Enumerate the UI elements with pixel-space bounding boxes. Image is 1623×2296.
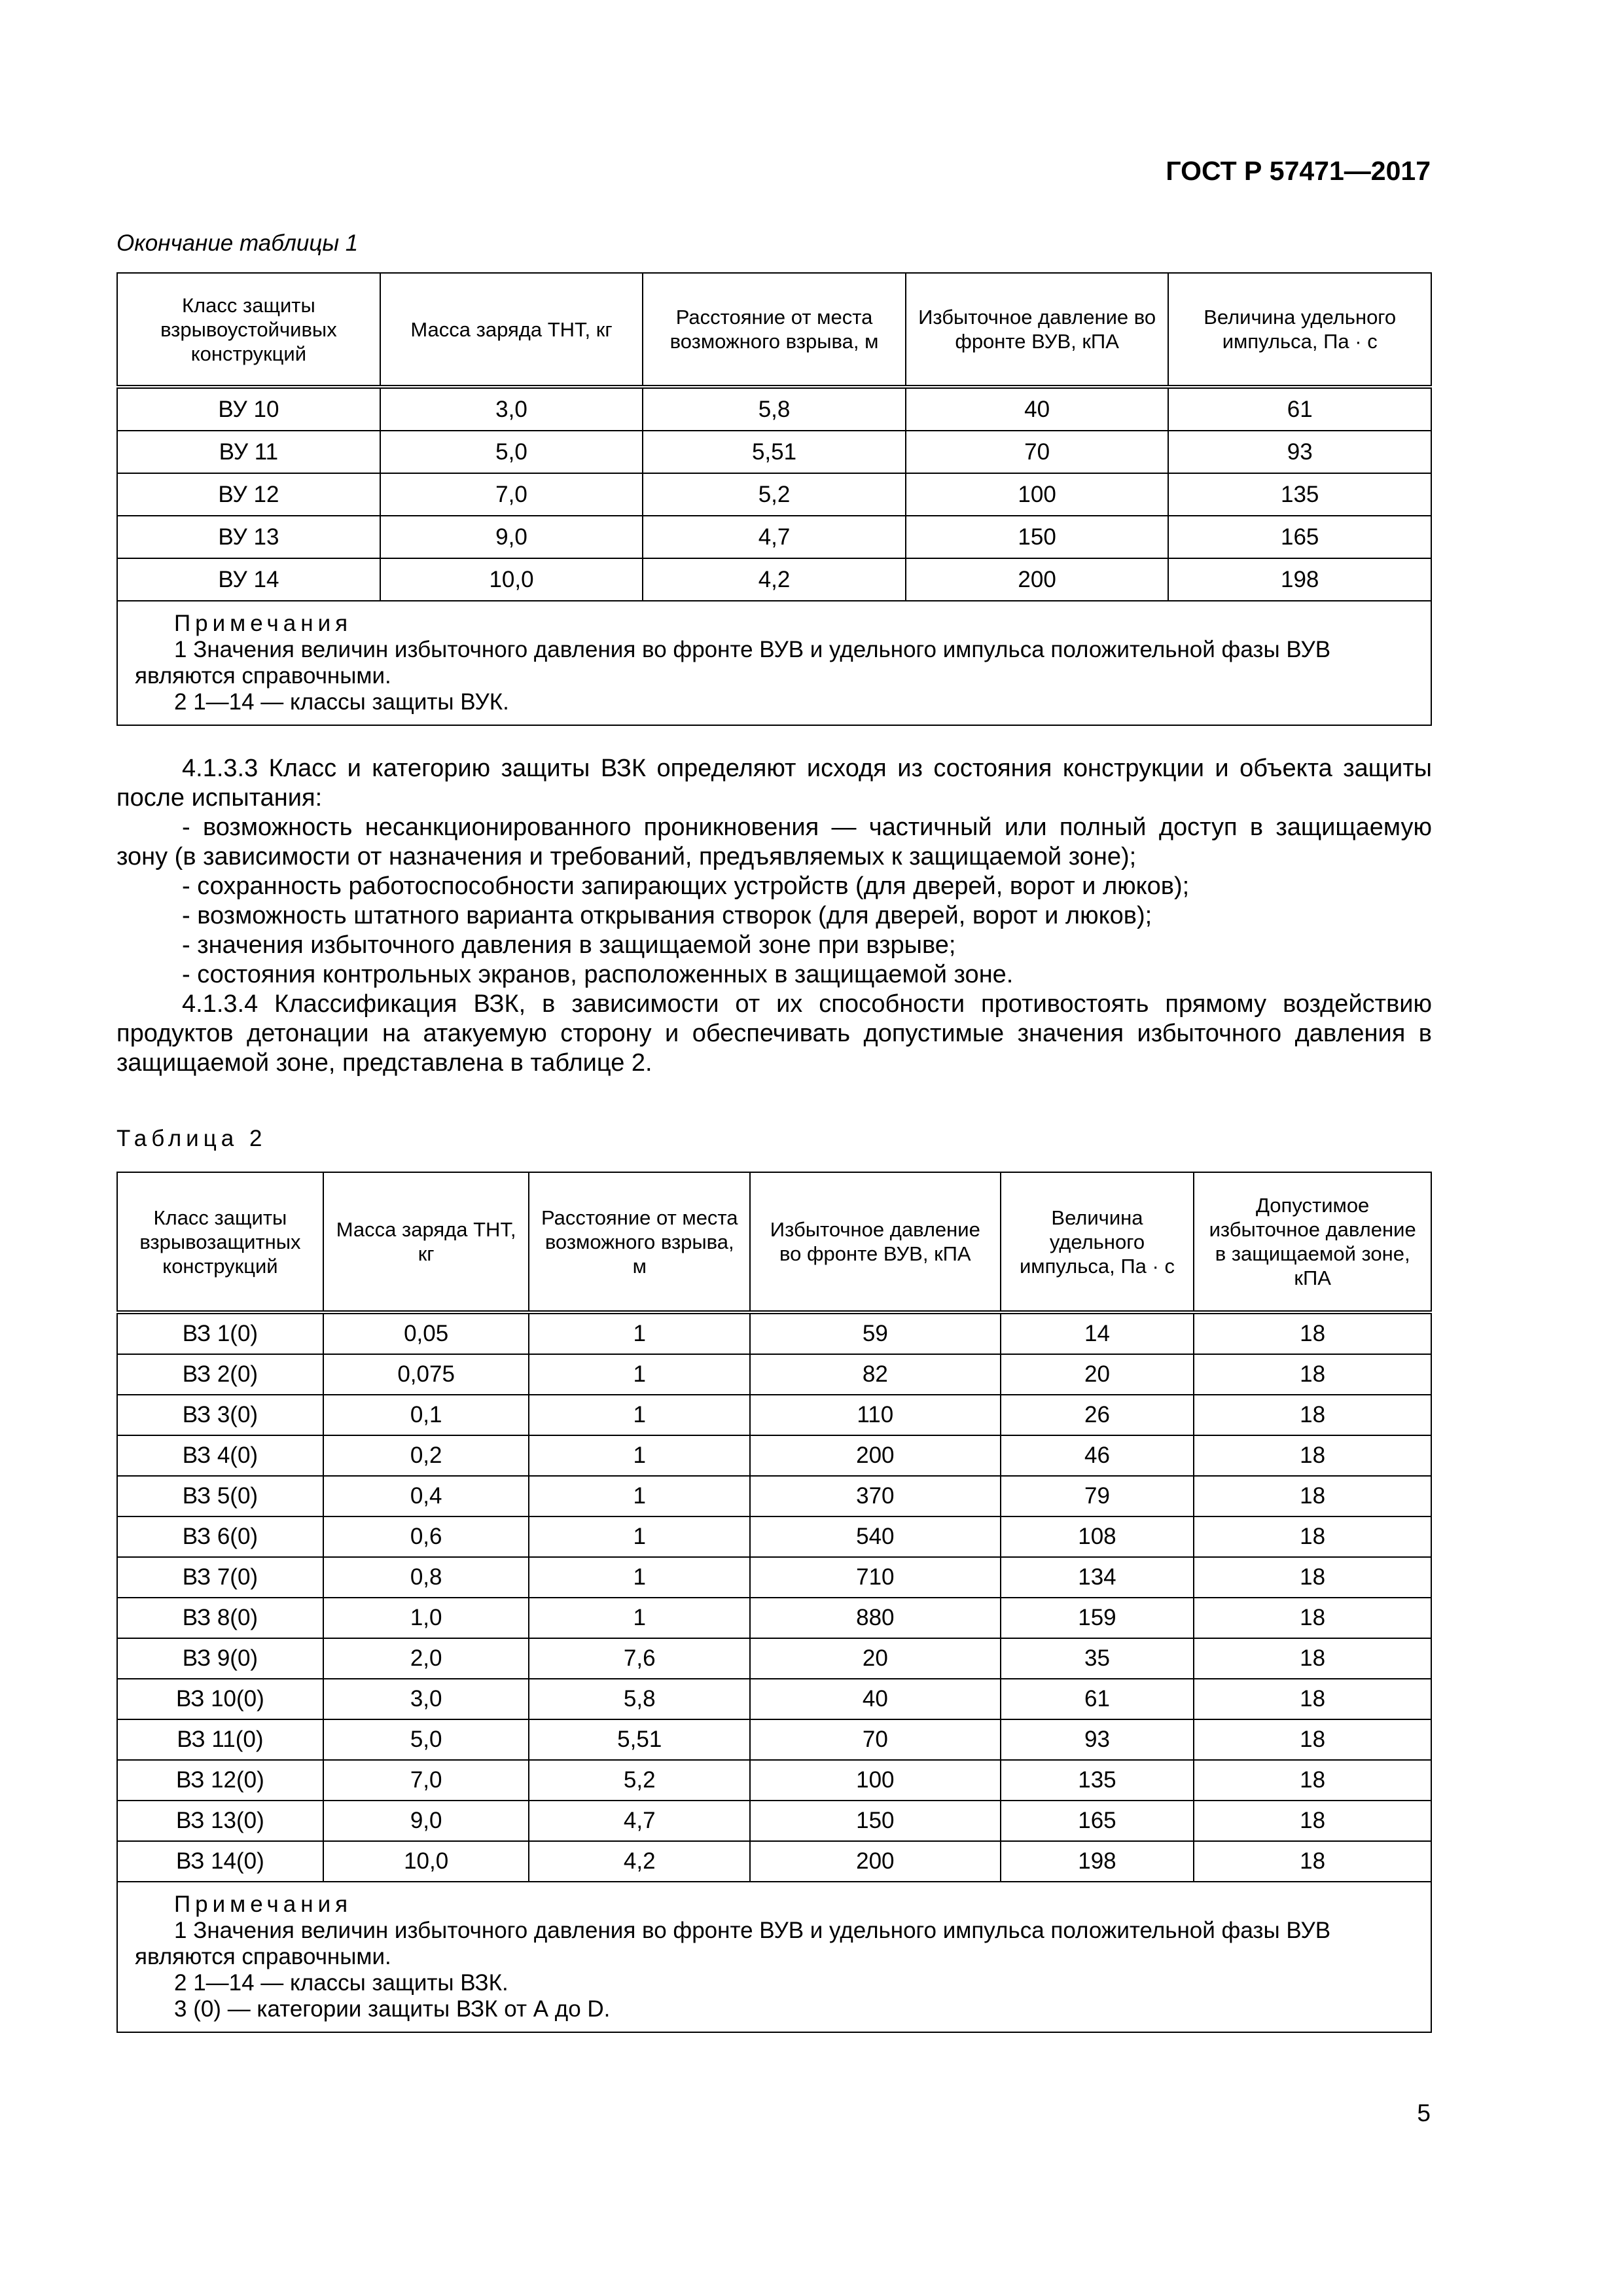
table-cell: 61 bbox=[1001, 1679, 1194, 1719]
table-cell: 0,4 bbox=[323, 1476, 529, 1516]
notes-title: Примечания bbox=[174, 1892, 353, 1917]
table2-col-allowed-pressure: Допустимое избыточное давление в защищаемой зоне, кПА bbox=[1194, 1172, 1431, 1312]
table-cell: 82 bbox=[750, 1354, 1001, 1395]
table-cell: 7,0 bbox=[380, 473, 643, 516]
table-row bbox=[117, 1679, 1431, 1719]
table-cell: 1 bbox=[529, 1516, 750, 1557]
table-cell: 4,7 bbox=[643, 516, 906, 558]
table-row bbox=[117, 558, 1431, 601]
table-cell: 370 bbox=[750, 1476, 1001, 1516]
table2-col-pressure: Избыточное давление во фронте ВУВ, кПА bbox=[750, 1172, 1001, 1312]
table1-body bbox=[117, 387, 1431, 725]
document-id: ГОСТ Р 57471—2017 bbox=[1166, 156, 1431, 186]
page-number: 5 bbox=[1417, 2100, 1431, 2126]
table-cell: 18 bbox=[1194, 1516, 1431, 1557]
table-cell: 5,0 bbox=[323, 1719, 529, 1760]
table-cell: ВЗ 10(0) bbox=[117, 1679, 323, 1719]
table-cell: 46 bbox=[1001, 1435, 1194, 1476]
table-cell: ВЗ 14(0) bbox=[117, 1841, 323, 1882]
table-cell: 5,8 bbox=[529, 1679, 750, 1719]
table-cell: 165 bbox=[1001, 1801, 1194, 1841]
table-cell: 35 bbox=[1001, 1638, 1194, 1679]
table1-col-impulse: Величина удельного импульса, Па · с bbox=[1168, 273, 1431, 387]
table-row bbox=[117, 1354, 1431, 1395]
notes-title: Примечания bbox=[174, 611, 353, 636]
table-cell: 200 bbox=[906, 558, 1169, 601]
table-cell: 100 bbox=[906, 473, 1169, 516]
table-cell: ВЗ 8(0) bbox=[117, 1598, 323, 1638]
table-cell: 9,0 bbox=[323, 1801, 529, 1841]
table-cell: 20 bbox=[750, 1638, 1001, 1679]
table-cell: 18 bbox=[1194, 1598, 1431, 1638]
table-row bbox=[117, 1435, 1431, 1476]
table2-caption: Таблица 2 bbox=[116, 1126, 267, 1151]
table-cell: 40 bbox=[750, 1679, 1001, 1719]
table2-col-mass: Масса заряда ТНТ, кг bbox=[323, 1172, 529, 1312]
table-cell: 18 bbox=[1194, 1476, 1431, 1516]
table-cell: 18 bbox=[1194, 1312, 1431, 1354]
table-cell: 7,0 bbox=[323, 1760, 529, 1801]
table-row bbox=[117, 1395, 1431, 1435]
table-cell: ВУ 14 bbox=[117, 558, 380, 601]
table-cell: 165 bbox=[1168, 516, 1431, 558]
table-cell: 18 bbox=[1194, 1557, 1431, 1598]
table-cell: 135 bbox=[1168, 473, 1431, 516]
table-cell: 110 bbox=[750, 1395, 1001, 1435]
table-row bbox=[117, 1719, 1431, 1760]
table-cell: 18 bbox=[1194, 1395, 1431, 1435]
table-row bbox=[117, 1801, 1431, 1841]
table-cell: 1 bbox=[529, 1598, 750, 1638]
table-cell: ВУ 12 bbox=[117, 473, 380, 516]
table-row bbox=[117, 387, 1431, 431]
table-cell: 18 bbox=[1194, 1719, 1431, 1760]
table-row bbox=[117, 1841, 1431, 1882]
table-cell: ВЗ 12(0) bbox=[117, 1760, 323, 1801]
table-cell: 4,2 bbox=[529, 1841, 750, 1882]
table-cell: 5,8 bbox=[643, 387, 906, 431]
body-text bbox=[116, 754, 1432, 1078]
table-cell: 540 bbox=[750, 1516, 1001, 1557]
table-cell: 108 bbox=[1001, 1516, 1194, 1557]
table-cell: ВЗ 4(0) bbox=[117, 1435, 323, 1476]
table-cell: 880 bbox=[750, 1598, 1001, 1638]
table2-header bbox=[117, 1172, 1431, 1312]
table-cell: ВУ 11 bbox=[117, 431, 380, 473]
table-cell: ВЗ 1(0) bbox=[117, 1312, 323, 1354]
table1-caption: Окончание таблицы 1 bbox=[116, 230, 359, 256]
table-cell: ВЗ 3(0) bbox=[117, 1395, 323, 1435]
table-cell: 4,2 bbox=[643, 558, 906, 601]
table-cell: 0,075 bbox=[323, 1354, 529, 1395]
table-row bbox=[117, 1516, 1431, 1557]
table-cell: 0,05 bbox=[323, 1312, 529, 1354]
table1-notes-row bbox=[117, 601, 1431, 725]
table-cell: 1 bbox=[529, 1354, 750, 1395]
table-cell: 2,0 bbox=[323, 1638, 529, 1679]
table-cell: 1 bbox=[529, 1435, 750, 1476]
paragraph-4-1-3-3: 4.1.3.3 Класс и категорию защиты ВЗК определяют исходя из состояния конструкции и объекта защиты после испытания: bbox=[116, 755, 1432, 812]
table-cell: ВЗ 9(0) bbox=[117, 1638, 323, 1679]
table-cell: 1,0 bbox=[323, 1598, 529, 1638]
table-cell: 100 bbox=[750, 1760, 1001, 1801]
table-cell: 0,8 bbox=[323, 1557, 529, 1598]
table-cell: 40 bbox=[906, 387, 1169, 431]
table-cell: 0,1 bbox=[323, 1395, 529, 1435]
table-cell: 135 bbox=[1001, 1760, 1194, 1801]
table-cell: 3,0 bbox=[380, 387, 643, 431]
table-row bbox=[117, 1312, 1431, 1354]
table1 bbox=[116, 272, 1432, 726]
table-cell: 9,0 bbox=[380, 516, 643, 558]
table-cell: 0,6 bbox=[323, 1516, 529, 1557]
table-cell: 150 bbox=[750, 1801, 1001, 1841]
note-item: 2 1—14 — классы защиты ВЗК. bbox=[174, 1970, 508, 1996]
table-cell: 5,51 bbox=[529, 1719, 750, 1760]
table-cell: 3,0 bbox=[323, 1679, 529, 1719]
list-item: - значения избыточного давления в защищаемой зоне при взрыве; bbox=[182, 931, 956, 959]
table-cell: 18 bbox=[1194, 1435, 1431, 1476]
table-cell: 10,0 bbox=[323, 1841, 529, 1882]
list-item: - возможность штатного варианта открывания створок (для дверей, ворот и люков); bbox=[182, 902, 1152, 929]
table-cell: 79 bbox=[1001, 1476, 1194, 1516]
table-cell: 7,6 bbox=[529, 1638, 750, 1679]
table1-notes bbox=[117, 601, 1431, 725]
table-cell: 20 bbox=[1001, 1354, 1194, 1395]
list-item: - состояния контрольных экранов, расположенных в защищаемой зоне. bbox=[182, 961, 1014, 988]
table1-col-class: Класс защиты взрывоустойчивых конструкций bbox=[117, 273, 380, 387]
table-cell: 93 bbox=[1168, 431, 1431, 473]
table1-header bbox=[117, 273, 1431, 387]
table-cell: 70 bbox=[750, 1719, 1001, 1760]
table2 bbox=[116, 1172, 1432, 2033]
table-cell: 198 bbox=[1168, 558, 1431, 601]
table-cell: 18 bbox=[1194, 1638, 1431, 1679]
table-cell: 4,7 bbox=[529, 1801, 750, 1841]
table-cell: ВЗ 5(0) bbox=[117, 1476, 323, 1516]
table2-col-class: Класс защиты взрывозащитных конструкций bbox=[117, 1172, 323, 1312]
table-cell: 200 bbox=[750, 1435, 1001, 1476]
table-cell: 0,2 bbox=[323, 1435, 529, 1476]
table-cell: 18 bbox=[1194, 1354, 1431, 1395]
table-cell: 18 bbox=[1194, 1801, 1431, 1841]
table-cell: 70 bbox=[906, 431, 1169, 473]
table-row bbox=[117, 1476, 1431, 1516]
table2-col-impulse: Величина удельного импульса, Па · с bbox=[1001, 1172, 1194, 1312]
table-cell: ВЗ 11(0) bbox=[117, 1719, 323, 1760]
note-item: 1 Значения величин избыточного давления во фронте ВУВ и удельного импульса положительной фазы ВУВ являются справочными. bbox=[135, 637, 1331, 689]
table-cell: 1 bbox=[529, 1312, 750, 1354]
list-item: - сохранность работоспособности запирающих устройств (для дверей, ворот и люков); bbox=[182, 872, 1190, 900]
table2-notes bbox=[117, 1882, 1431, 2032]
table-cell: 5,51 bbox=[643, 431, 906, 473]
table-cell: 61 bbox=[1168, 387, 1431, 431]
table-cell: ВЗ 7(0) bbox=[117, 1557, 323, 1598]
table-row bbox=[117, 431, 1431, 473]
table-cell: 1 bbox=[529, 1476, 750, 1516]
table2-body bbox=[117, 1312, 1431, 2032]
table-cell: 93 bbox=[1001, 1719, 1194, 1760]
table-cell: ВЗ 6(0) bbox=[117, 1516, 323, 1557]
table2-notes-row bbox=[117, 1882, 1431, 2032]
table-row bbox=[117, 516, 1431, 558]
table-cell: 5,0 bbox=[380, 431, 643, 473]
table-cell: 10,0 bbox=[380, 558, 643, 601]
paragraph-4-1-3-4: 4.1.3.4 Классификация ВЗК, в зависимости от их способности противостоять прямому воздействию продуктов детонации на атакуемую сторону и обеспечивать допустимые значения избыточного давления в защищаемой зоне, представлена в таблице 2. bbox=[116, 990, 1432, 1077]
table-cell: ВЗ 13(0) bbox=[117, 1801, 323, 1841]
table1-col-mass: Масса заряда ТНТ, кг bbox=[380, 273, 643, 387]
note-item: 1 Значения величин избыточного давления во фронте ВУВ и удельного импульса положительной фазы ВУВ являются справочными. bbox=[135, 1918, 1331, 1969]
table-cell: 159 bbox=[1001, 1598, 1194, 1638]
table-cell: ВЗ 2(0) bbox=[117, 1354, 323, 1395]
table-cell: 134 bbox=[1001, 1557, 1194, 1598]
table-cell: 710 bbox=[750, 1557, 1001, 1598]
table-cell: 18 bbox=[1194, 1841, 1431, 1882]
table-cell: 5,2 bbox=[643, 473, 906, 516]
table-row bbox=[117, 1760, 1431, 1801]
table-row bbox=[117, 1598, 1431, 1638]
table-cell: 14 bbox=[1001, 1312, 1194, 1354]
table-cell: ВУ 10 bbox=[117, 387, 380, 431]
table-cell: 200 bbox=[750, 1841, 1001, 1882]
table-cell: ВУ 13 bbox=[117, 516, 380, 558]
table-cell: 1 bbox=[529, 1557, 750, 1598]
table1-col-pressure: Избыточное давление во фронте ВУВ, кПА bbox=[906, 273, 1169, 387]
table2-col-distance: Расстояние от места возможного взрыва, м bbox=[529, 1172, 750, 1312]
list-item: - возможность несанкционированного проникновения — частичный или полный доступ в защищаемую зону (в зависимости от назначения и требований, предъявляемых к защищаемой зоне); bbox=[116, 814, 1432, 870]
table-cell: 18 bbox=[1194, 1679, 1431, 1719]
table-row bbox=[117, 473, 1431, 516]
table-cell: 59 bbox=[750, 1312, 1001, 1354]
table-cell: 18 bbox=[1194, 1760, 1431, 1801]
table-cell: 150 bbox=[906, 516, 1169, 558]
table-cell: 1 bbox=[529, 1395, 750, 1435]
note-item: 3 (0) — категории защиты ВЗК от А до D. bbox=[174, 1996, 611, 2022]
note-item: 2 1—14 — классы защиты ВУК. bbox=[174, 689, 509, 715]
table-row bbox=[117, 1557, 1431, 1598]
table-cell: 5,2 bbox=[529, 1760, 750, 1801]
table1-col-distance: Расстояние от места возможного взрыва, м bbox=[643, 273, 906, 387]
table-cell: 198 bbox=[1001, 1841, 1194, 1882]
table-cell: 26 bbox=[1001, 1395, 1194, 1435]
table-row bbox=[117, 1638, 1431, 1679]
